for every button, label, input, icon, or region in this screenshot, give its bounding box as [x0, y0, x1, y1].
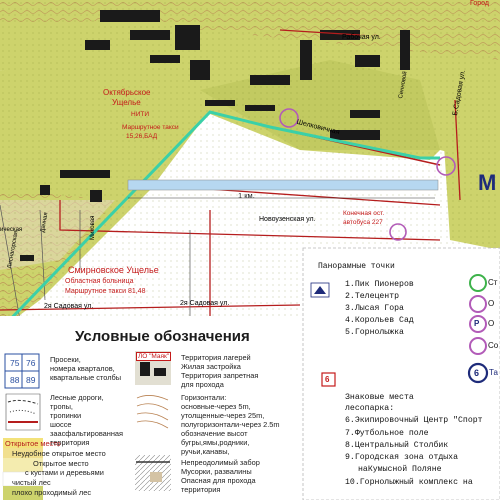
- novouzenskaya-street-label: Новоузенская ул.: [259, 216, 316, 223]
- scale-bar: [128, 180, 438, 190]
- purple-circle-icon: [470, 296, 486, 312]
- panoramic-item-5: 5.Горнолыжка: [345, 328, 404, 337]
- right-legend-item-4: Со: [488, 341, 499, 350]
- legend-fence-text: Непреодолимый забор Мусорки, развалины Опасная для прохода территория: [181, 458, 260, 494]
- camp-badge: ЛО "Маяк": [138, 353, 170, 360]
- legend-forest-roads-text: Лесные дороги, тропы, тропинки шоссе заасфальтированная территория: [50, 393, 124, 447]
- quarter-number-3: 88: [10, 375, 20, 385]
- oktyabrskoe-label-1: Октябрьское: [103, 88, 151, 97]
- landmark-item-7: 7.Футбольное поле: [345, 429, 429, 438]
- konechnaya-label-2: автобуса 227: [343, 219, 383, 226]
- legend-open-shrubs-1: Открытое место: [33, 459, 89, 468]
- lisnaya-label: Лиснагорская: [7, 230, 20, 270]
- panoramic-title: Панорамные точки: [318, 262, 395, 271]
- gorod-label: Город: [470, 0, 489, 7]
- b-sadovaya-label: Б.Садовая ул.: [452, 69, 467, 117]
- forest-road-symbol: [6, 394, 40, 430]
- quarter-number-1: 75: [10, 358, 20, 368]
- legend-clearings-text: Просеки, номера кварталов, квартальные столбы: [50, 355, 122, 382]
- legend-camps-text: Территория лагерей Жилая застройка Территория запретная для прохода: [181, 353, 259, 389]
- landmark-item-8: 8.Центральный Столбик: [345, 441, 449, 450]
- right-legend-item-2: О: [488, 299, 495, 308]
- green-circle-icon: [470, 275, 486, 291]
- landmark-item-9: 9.Городская зона отдыха: [345, 453, 459, 462]
- map-letter-m: М: [478, 170, 497, 195]
- sadovaya-right-label: 2я Садовая ул.: [180, 300, 230, 307]
- right-legend-item-1: Ст: [488, 278, 498, 287]
- nicheskaya-label: ическая: [0, 227, 23, 233]
- mikhovaya-label: Миховая: [90, 215, 96, 240]
- quarter-number-2: 76: [26, 358, 36, 368]
- oktyabrskoe-routes-label: 15,26,БАД: [126, 133, 158, 140]
- legend-hard-forest: плохо проходимый лес: [12, 488, 92, 497]
- panoramic-item-2: 2.Телецентр: [345, 292, 400, 301]
- panoramic-item-1: 1.Пик Пионеров: [345, 280, 414, 289]
- panoramic-icon: [311, 283, 329, 297]
- landmark-item-10: 10.Горнолыжный комплекс на: [345, 478, 473, 487]
- landmark-item-6: 6.Экипировочный Центр "Спорт: [345, 416, 483, 425]
- parking-letter: P: [474, 319, 480, 328]
- right-legend-item-5: Та: [489, 368, 498, 377]
- right-legend-item-3: О: [488, 319, 495, 328]
- landmark-badge: 6: [325, 375, 330, 384]
- panoramic-item-3: 3.Лысая Гора: [345, 304, 404, 313]
- rabochaya-street-label: Рабочая ул.: [342, 34, 381, 41]
- quarter-number-4: 89: [26, 375, 36, 385]
- legend-open-shrubs-2: с кустами и деревьями: [25, 468, 104, 477]
- hospital-label: Областная больница: [65, 278, 134, 285]
- hospital-taxi-label: Маршрутное такси 81,48: [65, 288, 146, 295]
- legend-contours-text: Горизонтали: основные-через 5m, утолщенные-через 25m, полугоризонтали-через 2.5m обозначение высот бугры,ямы,родники, ручьи,канавы,: [181, 393, 280, 456]
- legend-open-place: Открытое место: [5, 439, 61, 448]
- contour-symbol: [135, 391, 171, 431]
- legend-clean-forest: чистый лес: [12, 478, 51, 487]
- bus-number: 6: [474, 368, 480, 378]
- dachnaya-label: Дачная: [40, 212, 50, 234]
- konechnaya-label-1: Конечная ост.: [343, 210, 385, 217]
- niti-label: НИТИ: [131, 111, 150, 118]
- landmarks-title-2: лесопарка:: [345, 404, 395, 413]
- purple-circle-icon-2: [470, 338, 486, 354]
- shelkovichnaya-street-label: Шелковичная: [295, 118, 341, 137]
- oktyabrskoe-label-2: Ущелье: [112, 98, 141, 107]
- landmarks-title-1: Знаковые места: [345, 393, 414, 402]
- legend-title: Условные обозначения: [75, 328, 250, 345]
- smirnovskoe-label: Смирновское Ущелье: [68, 265, 159, 275]
- fence-symbol: [135, 455, 171, 491]
- legend-poor-open: Неудобное открытое место: [12, 449, 106, 458]
- landmark-item-9-cont: наКумысной Поляне: [358, 465, 442, 474]
- scale-label: 1 км.: [238, 191, 255, 200]
- sennovoi-label: Сенновой: [398, 70, 409, 100]
- oktyabrskoe-taxi-label: Маршрутное такси: [122, 124, 179, 131]
- sadovaya-left-label: 2я Садовая ул.: [44, 303, 94, 310]
- panoramic-item-4: 4.Корольев Сад: [345, 316, 414, 325]
